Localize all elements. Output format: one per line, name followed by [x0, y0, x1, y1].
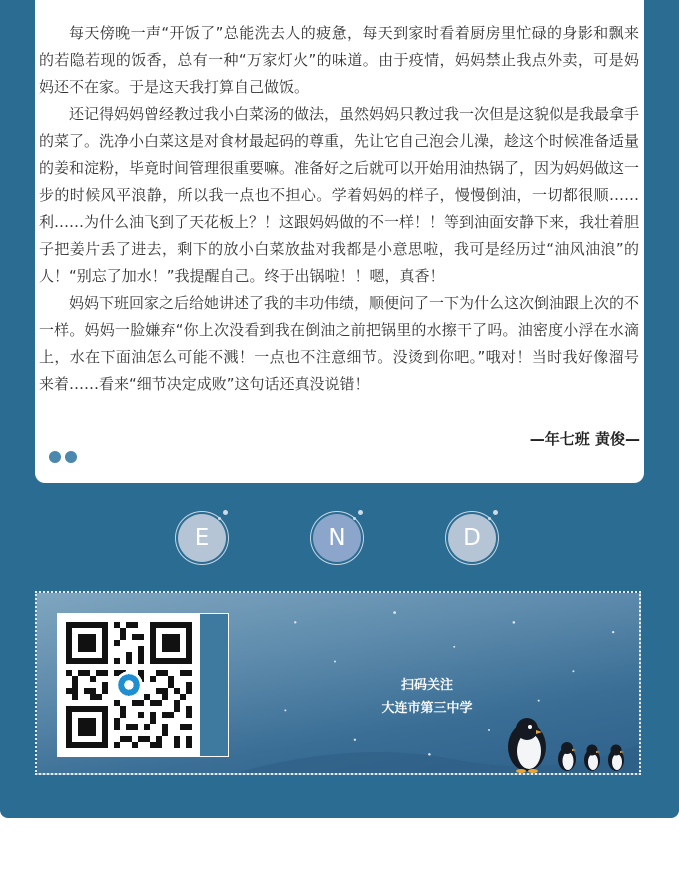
sparkle-icon: [353, 517, 356, 520]
qr-code-icon: [66, 622, 192, 748]
dot-icon: [49, 451, 61, 463]
follow-text: 扫码关注: [400, 678, 453, 693]
school-name: 大连市第三中学: [381, 701, 473, 716]
article-card: [35, 0, 644, 483]
follow-banner: [35, 591, 641, 775]
decorative-dots: [49, 451, 77, 463]
article-paragraph-1: 每天傍晚一声“开饭了”总能洗去人的疲惫，每天到家时看着厨房里忙碌的身影和飘来的若隐若现的饭香，总有一种“万家灯火”的味道。由于疫情，妈妈禁止我点外卖，可是妈妈还不在家。于是这天我打算自己做饭。: [39, 24, 639, 96]
end-badges: [0, 510, 679, 570]
end-letter-n: N: [313, 514, 361, 562]
sparkle-icon: [223, 510, 228, 515]
sparkle-icon: [218, 517, 221, 520]
end-letter-e: E: [178, 514, 226, 562]
penguins-icon: [499, 703, 639, 773]
author-signature: —年七班 黄俊—: [529, 430, 640, 448]
qr-code-frame: [57, 613, 229, 757]
article-paragraph-3: 妈妈下班回家之后给她讲述了我的丰功伟绩，顺便问了一下为什么这次倒油跟上次的不一样。妈妈一脸嫌弃“你上次没看到我在倒油之前把锅里的水擦干了吗。油密度小浮在水滴上，水在下面油怎么可能不溅！一点也不注意细节。没烫到你吧。”哦对！当时我好像溜号来着……看来“细节决定成败”这句话还真没说错！: [39, 294, 640, 393]
sparkle-icon: [488, 517, 491, 520]
qr-side-strip: [200, 614, 228, 756]
article-body: [39, 20, 639, 398]
end-letter-d: D: [448, 514, 496, 562]
sparkle-icon: [493, 510, 498, 515]
sparkle-icon: [358, 510, 363, 515]
article-paragraph-2: 还记得妈妈曾经教过我小白菜汤的做法，虽然妈妈只教过我一次但是这貌似是我最拿手的菜了。洗净小白菜这是对食材最起码的尊重，先让它自己泡会儿澡，趁这个时候准备适量的姜和淀粉，毕竟时间管理很重要嘛。准备好之后就可以开始用油热锅了，因为妈妈做这一步的时候风平浪静，所以我一点也不担心。学着妈妈的样子，慢慢倒油，一切都很顺……利……为什么油飞到了天花板上？！这跟妈妈做的不一样！！等到油面安静下来，我壮着胆子把姜片丢了进去，剩下的放小白菜放盐对我都是小意思啦，我可是经历过“油风油浪”的人！“别忘了加水！”我提醒自己。终于出锅啦！！嗯，真香！: [39, 105, 640, 285]
dot-icon: [65, 451, 77, 463]
